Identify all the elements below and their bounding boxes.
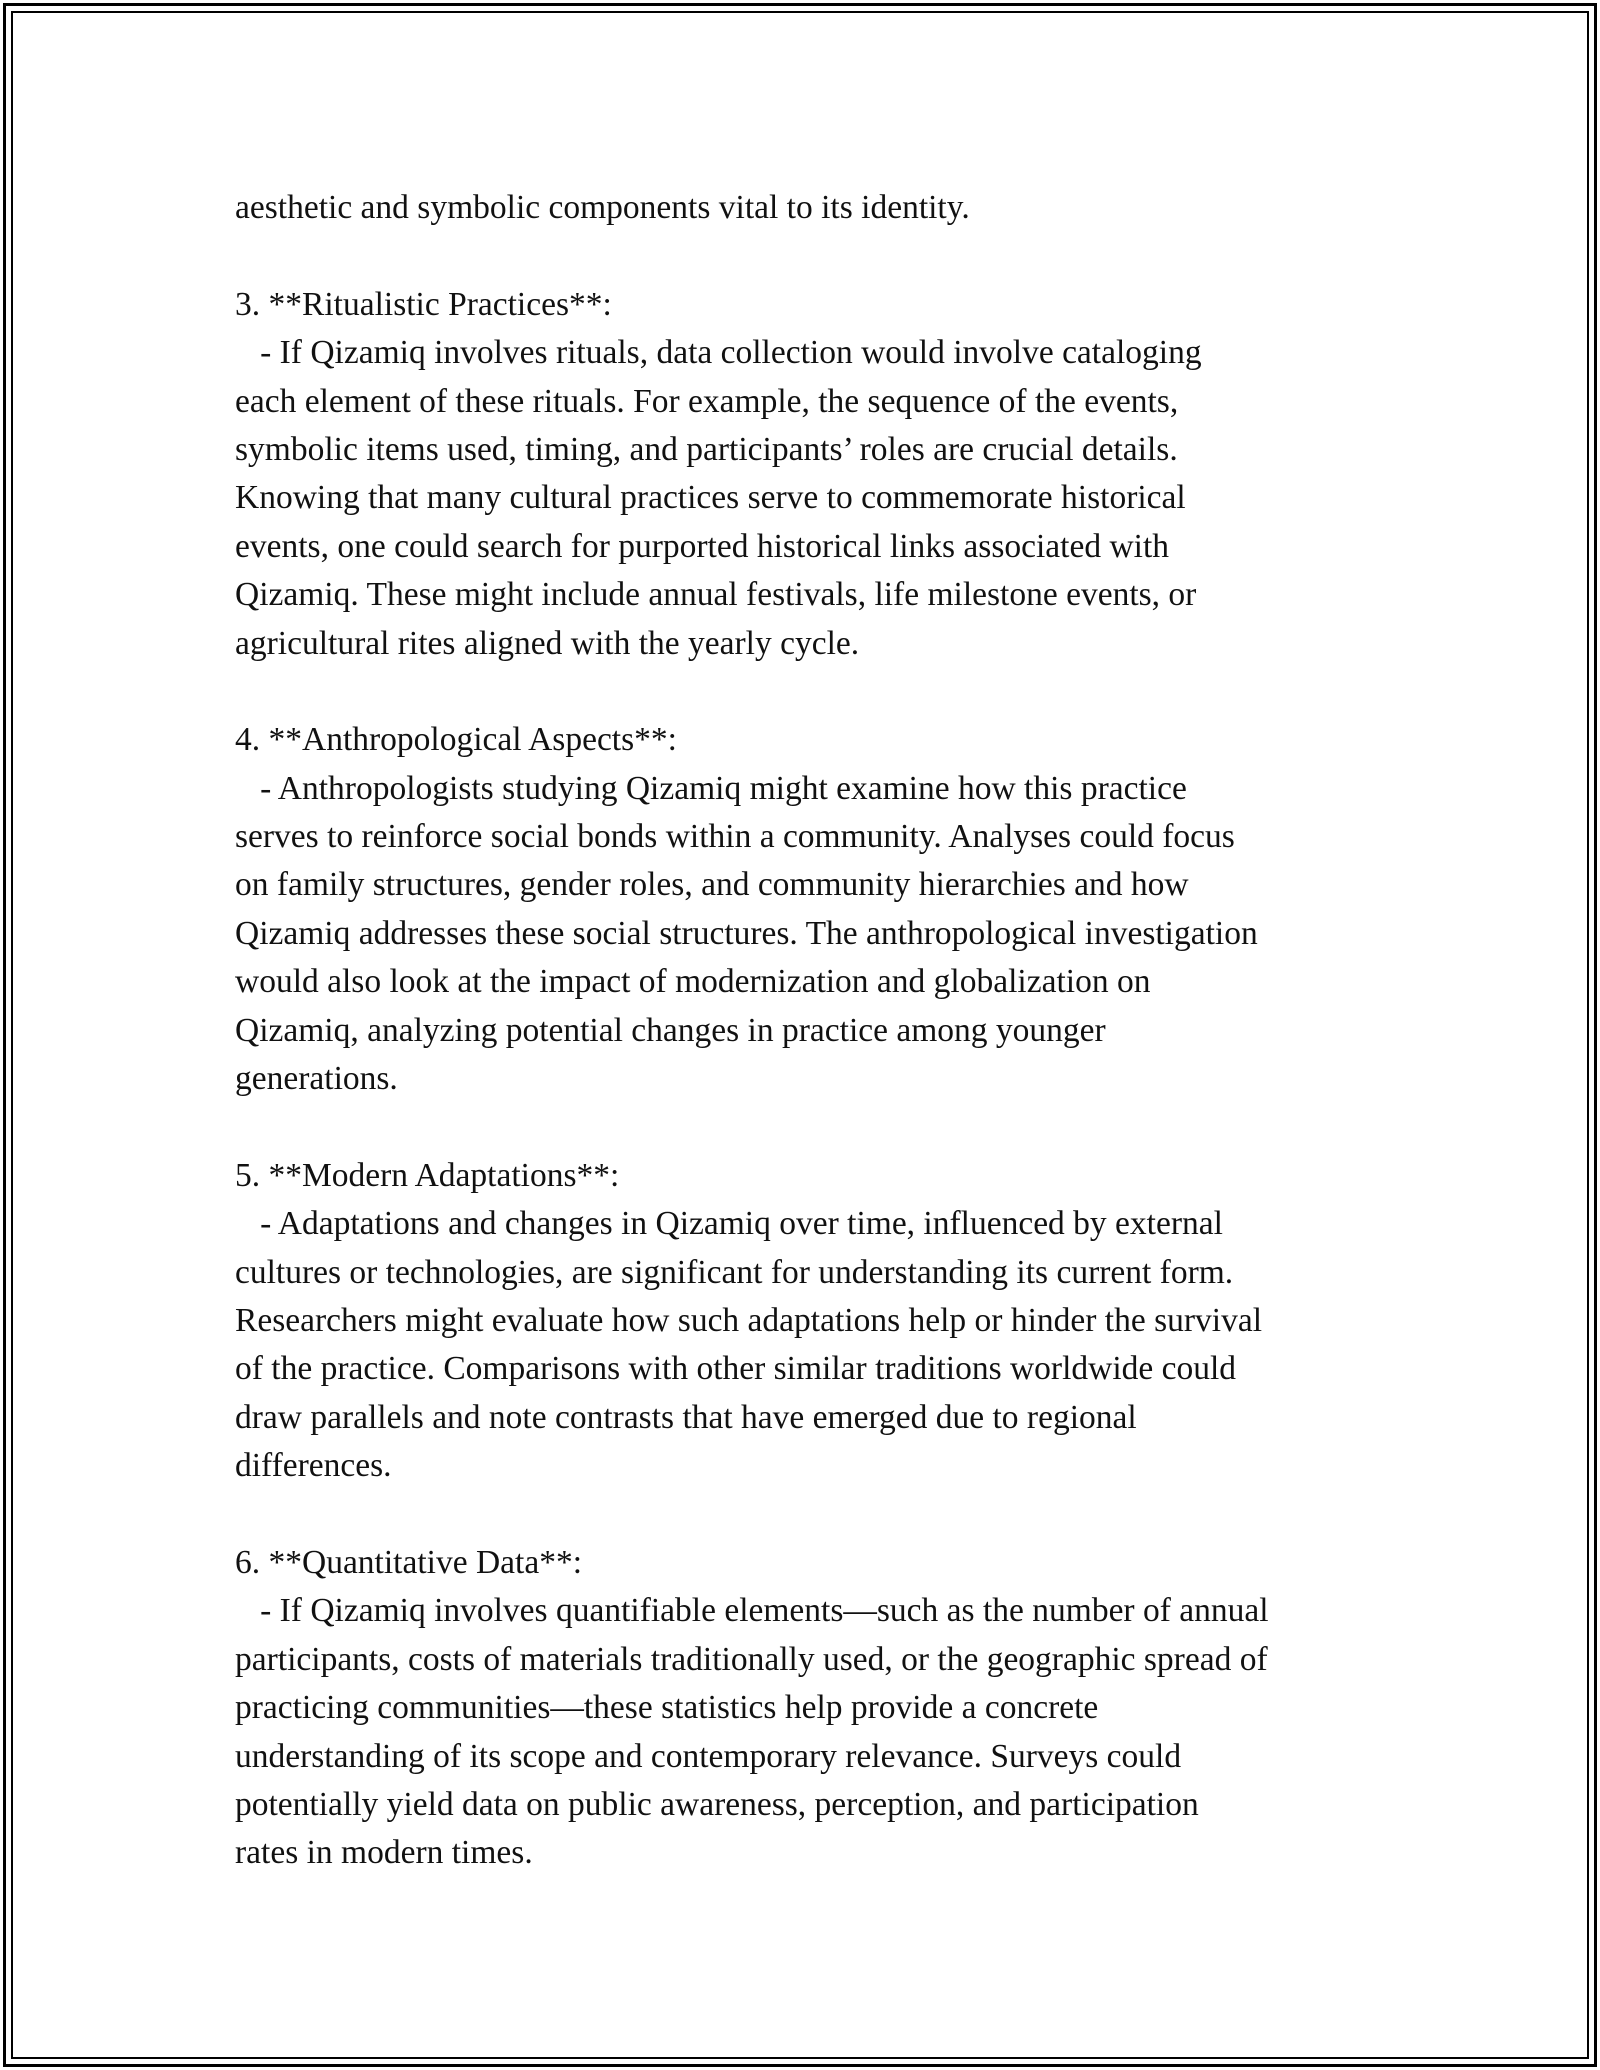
text-line: - Anthropologists studying Qizamiq might examine how this practice — [235, 769, 1187, 807]
paragraph-gap — [235, 232, 1385, 280]
text-line: of the practice. Comparisons with other similar traditions worldwide could — [235, 1350, 1237, 1388]
text-line: - If Qizamiq involves quantifiable elements—such as the number of annual — [235, 1592, 1269, 1630]
text-line: rates in modern times. — [235, 1834, 533, 1872]
section-anthropological-aspects — [235, 716, 1385, 1103]
section-heading: 3. **Ritualistic Practices**: — [235, 285, 612, 323]
text-line: would also look at the impact of modernization and globalization on — [235, 963, 1151, 1001]
text-line: draw parallels and note contrasts that have emerged due to regional — [235, 1398, 1137, 1436]
text-line: Researchers might evaluate how such adaptations help or hinder the survival — [235, 1301, 1263, 1339]
paragraph-gap — [235, 668, 1385, 716]
text-line: cultures or technologies, are significant for understanding its current form. — [235, 1253, 1234, 1291]
text-line: Qizamiq. These might include annual festivals, life milestone events, or — [235, 576, 1197, 614]
text-line: serves to reinforce social bonds within a community. Analyses could focus — [235, 818, 1235, 856]
text-line: - Adaptations and changes in Qizamiq over time, influenced by external — [235, 1205, 1223, 1243]
text-line: participants, costs of materials traditionally used, or the geographic spread of — [235, 1640, 1268, 1678]
section-modern-adaptations — [235, 1152, 1385, 1491]
document-body — [235, 184, 1385, 1878]
intro-line: aesthetic and symbolic components vital to its identity. — [235, 189, 970, 226]
text-line: differences. — [235, 1447, 392, 1485]
paragraph-gap — [235, 1103, 1385, 1151]
section-heading: 4. **Anthropological Aspects**: — [235, 721, 677, 759]
section-heading: 5. **Modern Adaptations**: — [235, 1156, 620, 1194]
text-line: agricultural rites aligned with the yearly cycle. — [235, 624, 860, 662]
text-line: understanding of its scope and contemporary relevance. Surveys could — [235, 1737, 1182, 1775]
text-line: Knowing that many cultural practices serve to commemorate historical — [235, 479, 1186, 517]
text-line: Qizamiq, analyzing potential changes in practice among younger — [235, 1011, 1106, 1049]
text-line: on family structures, gender roles, and community hierarchies and how — [235, 866, 1189, 904]
text-line: potentially yield data on public awareness, perception, and participation — [235, 1785, 1199, 1823]
text-line: Qizamiq addresses these social structures. The anthropological investigation — [235, 914, 1258, 952]
text-line: practicing communities—these statistics help provide a concrete — [235, 1689, 1099, 1727]
paragraph-gap — [235, 1491, 1385, 1539]
text-line: - If Qizamiq involves rituals, data collection would involve cataloging — [235, 334, 1202, 372]
text-line: each element of these rituals. For example, the sequence of the events, — [235, 382, 1179, 420]
section-ritualistic-practices — [235, 281, 1385, 668]
text-line: events, one could search for purported historical links associated with — [235, 527, 1170, 565]
section-heading: 6. **Quantitative Data**: — [235, 1543, 583, 1581]
text-line: generations. — [235, 1060, 398, 1098]
text-line: symbolic items used, timing, and participants’ roles are crucial details. — [235, 430, 1178, 468]
section-quantitative-data — [235, 1539, 1385, 1878]
